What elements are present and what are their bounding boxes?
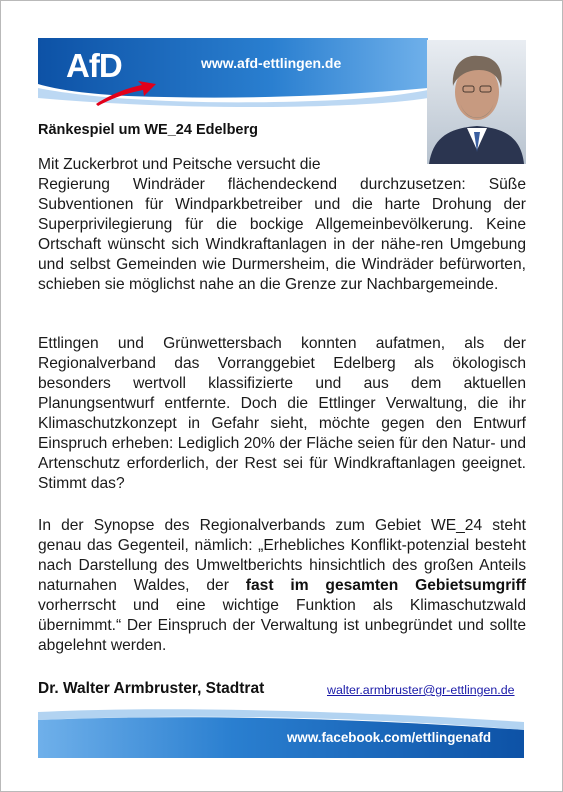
author-portrait xyxy=(427,40,526,164)
paragraph-3-emphasis: fast im gesamten Gebietsumgriff xyxy=(245,577,526,594)
website-url[interactable]: www.afd-ettlingen.de xyxy=(201,55,342,71)
footer-banner xyxy=(38,708,524,758)
paragraph-3-end: vorherrscht und eine wichtige Funktion als Klimaschutzwald übernimmt.“ Der Einspruch der Verwaltung ist unbegründet und sollte abgelehnt werden. xyxy=(38,597,526,654)
article-headline: Ränkespiel um WE_24 Edelberg xyxy=(38,122,258,138)
paragraph-1 xyxy=(38,155,526,295)
paragraph-3-start: In der Synopse des Regionalverbands zum Gebiet WE_24 steht genau das Gegenteil, nämlich: „Erhebliches Konflikt-potenzial besteht nach Darstellung des Umweltberichts hinsichtlich des großen Anteils naturnahen Waldes, der xyxy=(38,517,526,594)
party-logo: AfD xyxy=(66,47,122,84)
author-email-link[interactable]: walter.armbruster@gr-ettlingen.de xyxy=(327,683,515,697)
paragraph-2: Ettlingen und Grünwettersbach konnten aufatmen, als der Regionalverband das Vorranggebiet Edelberg als ökologisch besonders wertvoll klassifizierte und aus dem aktuellen Planungsentwurf entfernte. Doch die Ettlinger Verwaltung, die ihr Klimaschutzkonzept in Gefahr sieht, möchte gegen den Entwurf Einspruch erheben: Lediglich 20% der Fläche seien für den Natur- und Artenschutz erforderlich, der Rest sei für Windkraftanlagen geeignet. Stimmt das? xyxy=(38,335,526,492)
paragraph-1-first-line: Mit Zuckerbrot und Peitsche versucht die xyxy=(38,156,321,173)
paragraph-3 xyxy=(38,516,526,656)
paragraph-1-body: Regierung Windräder flächendeckend durchzusetzen: Süße Subventionen für Windparkbetreiber und die harte Drohung der Superprivilegierung für die bockige Allgemeinbevölkerung. Keine Ortschaft wünscht sich Windkraftanlagen in der nähe-ren Umgebung und selbst Gemeinden wie Durmersheim, die Windräder befürworten, schieben sie möglichst nahe an die Grenze zur Nachbargemeinde. xyxy=(38,176,526,293)
author-signature: Dr. Walter Armbruster, Stadtrat xyxy=(38,680,265,697)
facebook-url[interactable]: www.facebook.com/ettlingenafd xyxy=(287,730,492,745)
